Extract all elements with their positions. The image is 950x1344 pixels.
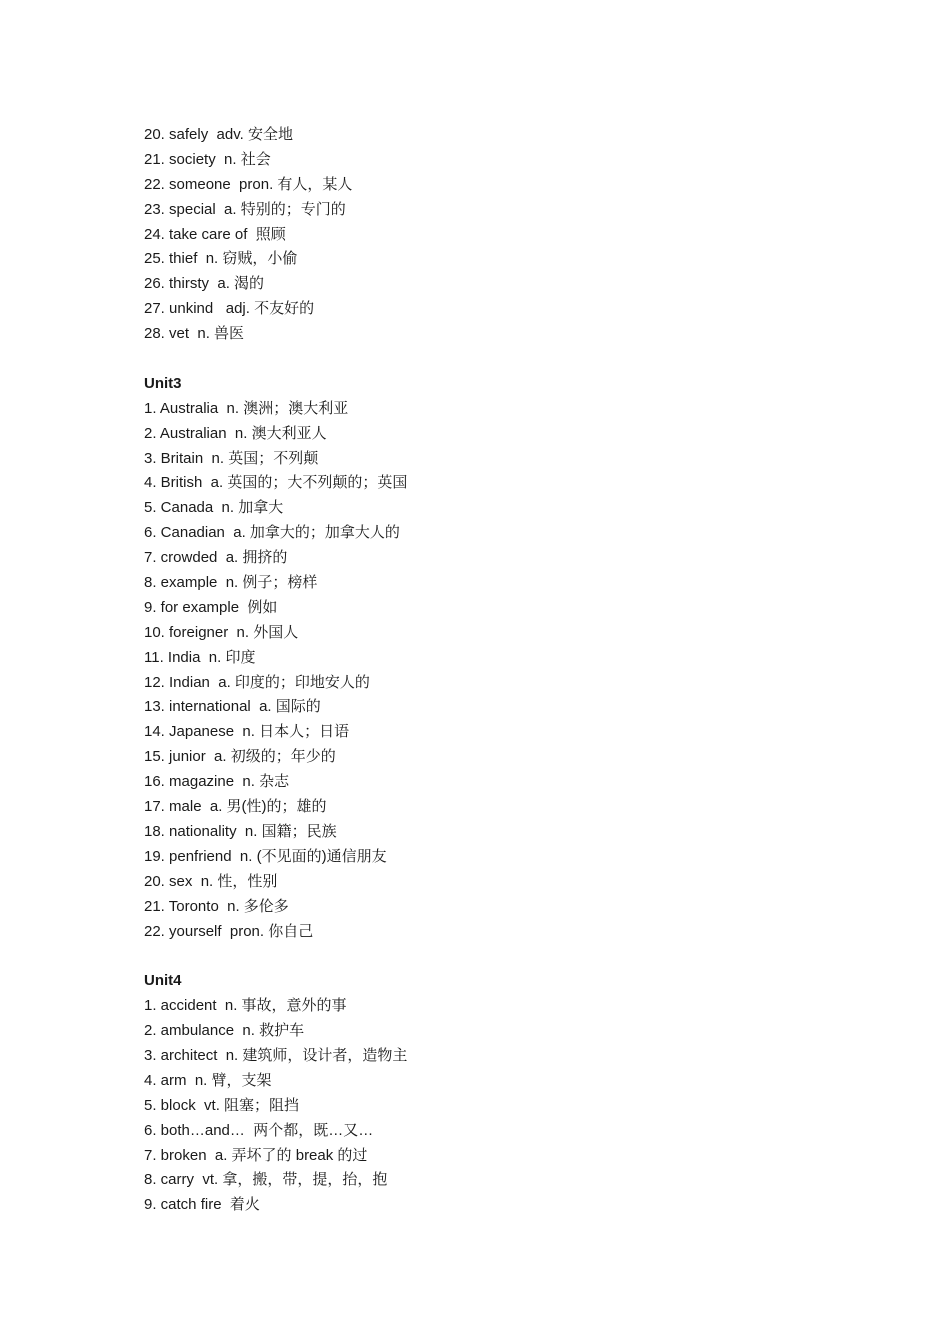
vocab-entry: 1. Australia n. 澳洲；澳大利亚 bbox=[144, 399, 349, 417]
vocab-entry: 3. architect n. 建筑师，设计者，造物主 bbox=[144, 1046, 408, 1064]
vocab-entry: 1. accident n. 事故，意外的事 bbox=[144, 997, 347, 1015]
vocab-entry: 25. thief n. 窃贼，小偷 bbox=[144, 250, 298, 268]
vocab-entry: 28. vet n. 兽医 bbox=[144, 325, 245, 343]
vocab-entry: 14. Japanese n. 日本人；日语 bbox=[144, 723, 350, 741]
unit-heading: Unit4 bbox=[144, 972, 182, 990]
vocab-entry: 26. thirsty a. 渴的 bbox=[144, 275, 265, 293]
vocab-entry: 27. unkind adj. 不友好的 bbox=[144, 300, 315, 318]
vocab-entry: 8. example n. 例子；榜样 bbox=[144, 574, 318, 592]
vocab-entry: 8. carry vt. 拿，搬，带，提，抬，抱 bbox=[144, 1171, 388, 1189]
section-spacer bbox=[144, 347, 844, 372]
vocab-entry: 15. junior a. 初级的；年少的 bbox=[144, 748, 336, 766]
vocab-entry: 9. for example 例如 bbox=[144, 598, 278, 616]
vocab-entry: 16. magazine n. 杂志 bbox=[144, 773, 290, 791]
vocab-entry: 20. safely adv. 安全地 bbox=[144, 126, 293, 143]
vocab-entry: 21. society n. 社会 bbox=[144, 150, 271, 168]
vocab-entry: 19. penfriend n. (不见面的)通信朋友 bbox=[144, 847, 387, 865]
vocabulary-list bbox=[144, 123, 844, 1218]
vocab-entry: 4. arm n. 臂，支架 bbox=[144, 1071, 272, 1089]
vocab-entry: 2. Australian n. 澳大利亚人 bbox=[144, 424, 327, 442]
vocab-entry: 3. Britain n. 英国；不列颠 bbox=[144, 449, 319, 467]
vocab-entry: 4. British a. 英国的；大不列颠的；英国 bbox=[144, 474, 408, 492]
vocab-entry: 17. male a. 男(性)的；雄的 bbox=[144, 798, 327, 816]
vocab-entry: 18. nationality n. 国籍；民族 bbox=[144, 822, 337, 840]
vocab-entry: 6. Canadian a. 加拿大的；加拿大人的 bbox=[144, 524, 400, 542]
vocab-entry: 7. broken a. 弄坏了的 break 的过 bbox=[144, 1146, 368, 1164]
vocab-entry: 11. India n. 印度 bbox=[144, 648, 256, 666]
vocab-entry: 20. sex n. 性，性别 bbox=[144, 872, 278, 890]
vocab-entry: 21. Toronto n. 多伦多 bbox=[144, 897, 289, 915]
vocab-entry: 7. crowded a. 拥挤的 bbox=[144, 549, 288, 567]
vocab-entry: 23. special a. 特别的；专门的 bbox=[144, 200, 346, 218]
vocab-entry: 2. ambulance n. 救护车 bbox=[144, 1022, 305, 1040]
vocab-entry: 6. both…and… 两个都，既…又… bbox=[144, 1121, 374, 1139]
vocab-entry: 12. Indian a. 印度的；印地安人的 bbox=[144, 673, 370, 691]
vocab-entry: 5. Canada n. 加拿大 bbox=[144, 499, 284, 517]
vocab-entry: 22. someone pron. 有人，某人 bbox=[144, 175, 353, 193]
section-spacer bbox=[144, 944, 844, 969]
vocab-entry: 22. yourself pron. 你自己 bbox=[144, 922, 314, 940]
vocab-entry: 13. international a. 国际的 bbox=[144, 698, 321, 716]
unit-heading: Unit3 bbox=[144, 374, 182, 392]
vocab-entry: 24. take care of 照顾 bbox=[144, 225, 286, 243]
vocab-entry: 5. block vt. 阻塞；阻挡 bbox=[144, 1096, 300, 1114]
vocab-entry: 9. catch fire 着火 bbox=[144, 1196, 260, 1214]
vocab-entry: 10. foreigner n. 外国人 bbox=[144, 623, 299, 641]
